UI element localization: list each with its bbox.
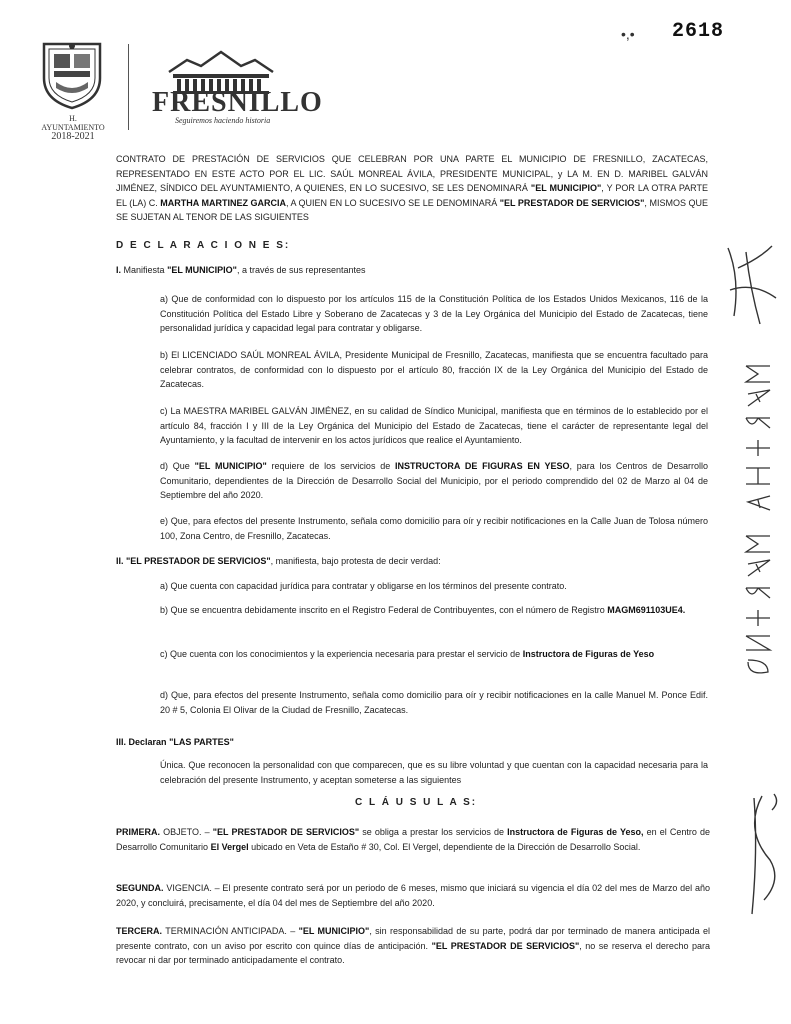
section-2-item-d: d) Que, para efectos del presente Instrumento, señala como domicilio para oír y recibir notificaciones en la calle Manuel M. Ponce Edif. 20 # 5, Colonia El Olivar de la Ciudad de Fresnillo, Zacatecas. — [160, 690, 708, 715]
clause-3-title: TERMINACIÓN ANTICIPADA. – — [165, 926, 296, 936]
section-1-item-e: e) Que, para efectos del presente Instrumento, señala como domicilio para oír y recibir notificaciones en la Calle Juan de Tolosa número 100, Zona Centro, de Fresnillo, Zacatecas. — [160, 516, 708, 541]
intro-mid: , Y POR LA OTRA PARTE EL (LA) C. — [116, 183, 708, 208]
section-3-body: Única. Que reconocen la personalidad con que comparecen, que es su libre voluntad y que cuentan con la capacidad necesaria para la celebración del presente Instrumento, y aceptan someterse a las siguientes — [160, 760, 708, 785]
section-1-item-d — [160, 459, 708, 503]
clause-1-end: ubicado en Veta de Estaño # 30, Col. El Vergel, dependiente de la Dirección de Desarrollo Social. — [251, 841, 641, 852]
section-2-item-a: a) Que cuenta con capacidad jurídica para contratar y obligarse en los términos del presente contrato. — [160, 581, 567, 591]
clause-3-end: , no se reserva el derecho para revocar ni dar por terminado anticipadamente el contrato. — [116, 940, 710, 965]
intro-term-municipio: "EL MUNICIPIO" — [530, 183, 602, 193]
clause-3-label: TERCERA. — [116, 926, 163, 936]
logo-name: FRESNILLO — [152, 87, 323, 118]
section-1-post: , a través de sus representantes — [236, 265, 366, 275]
clauses-heading: C L Á U S U L A S: — [355, 797, 478, 808]
municipal-seal-icon — [40, 38, 104, 110]
declarations-heading: D E C L A R A C I O N E S: — [116, 240, 291, 251]
clause-1-term: "EL PRESTADOR DE SERVICIOS" — [212, 827, 360, 837]
intro-text: CONTRATO DE PRESTACIÓN DE SERVICIOS QUE CELEBRAN POR UNA PARTE EL MUNICIPIO DE FRESNILLO, ZACATECAS, REPRESENTADO EN ESTE ACTO POR EL LIC. SAÚL MONREAL ÁVILA, PRESIDENTE MUNICIPAL, y LA M. EN D. MARIBEL GALVÁN JIMÉNEZ, SÍNDICO DEL AYUNTAMIENTO, A QUIENES, EN LO SUCESIVO, SE LES DENOMINARÁ — [116, 154, 708, 193]
item-c-service: Instructora de Figuras de Yeso — [522, 649, 655, 659]
section-1-title — [116, 265, 366, 275]
page-number: 2618 — [672, 20, 725, 43]
section-1-item-c: c) La MAESTRA MARIBEL GALVÁN JIMÉNEZ, en su calidad de Síndico Municipal, manifiesta que en términos de lo establecido por el artículo 84, fracción I y III de la Ley Orgánica del Municipio del Estado de Zacatecas, tiene el carácter de representante legal del Ayuntamiento, y la facultad de intervenir en los actos jurídicos que realice el Ayuntamiento. — [160, 406, 708, 445]
clause-2-body: El presente contrato será por un periodo de 6 meses, mismo que iniciará su vigencia el día 02 del mes de Marzo del año 2020, y concluirá, precisamente, el día 04 del mes de Septiembre del año 2020. — [116, 883, 710, 908]
section-1-item-a: a) Que de conformidad con lo dispuesto por los artículos 115 de la Constitución Política de los Estados Unidos Mexicanos, 116 de la Constitución Política del Estado Libre y Soberano de Zacatecas y 3 de la Ley Orgánica del Municipio del Estado de Zacatecas, tiene personalidad jurídica y capacidad legal para contratar y obligarse. — [160, 294, 708, 333]
section-2-title — [116, 556, 441, 566]
section-3-pre: Declaran — [128, 737, 167, 747]
ayuntamiento-label — [38, 114, 108, 141]
margin-signature-2-icon — [724, 790, 790, 920]
clause-1-place: El Vergel — [210, 841, 249, 852]
clause-1-service: Instructora de Figuras de Yeso, — [507, 827, 644, 837]
contract-intro — [116, 152, 708, 225]
clause-2-title: VIGENCIA. – — [166, 883, 220, 893]
margin-handwritten-name-icon — [738, 360, 778, 680]
item-d-mid: requiere de los servicios de — [271, 461, 391, 471]
clause-primera — [116, 825, 710, 854]
clause-1-mid: se obliga a prestar los servicios de — [362, 827, 505, 837]
intro-mid2: , A QUIEN EN LO SUCESIVO SE LE DENOMINARÁ — [285, 197, 498, 208]
section-1-num: I. — [116, 265, 122, 275]
clause-segunda — [116, 881, 710, 910]
item-c-pre: c) Que cuenta con los conocimientos y la experiencia necesaria para prestar el servicio de — [160, 649, 521, 659]
section-2-item-c — [160, 647, 708, 662]
clause-2-label: SEGUNDA. — [116, 883, 164, 893]
section-2-num: II. — [116, 556, 124, 566]
clause-3-mid: , sin responsabilidad de su parte, podrá dar por terminado de manera anticipada el presente contrato, con un aviso por escrito con quince días de anticipación. — [116, 926, 710, 951]
section-3-term: "LAS PARTES" — [169, 737, 234, 747]
intro-term-prestador: "EL PRESTADOR DE SERVICIOS" — [499, 197, 645, 208]
clause-1-title: OBJETO. – — [163, 827, 210, 837]
section-1-term: "EL MUNICIPIO" — [167, 265, 237, 275]
intro-provider-name: MARTHA MARTINEZ GARCIA — [160, 197, 286, 208]
section-3-title — [116, 737, 234, 747]
item-d-service: INSTRUCTORA DE FIGURAS EN YESO — [395, 461, 570, 471]
item-b-rfc: MAGM691103UE4. — [607, 605, 686, 615]
clause-1-label: PRIMERA. — [116, 827, 161, 837]
logo-tagline: Seguiremos haciendo historia — [175, 116, 271, 125]
item-d-pre: d) Que — [160, 461, 190, 471]
intro-end: , MISMOS QUE SE SUJETAN AL TENOR DE LAS SIGUIENTES — [116, 197, 708, 222]
margin-signature-icon — [720, 238, 780, 328]
item-d-term: "EL MUNICIPIO" — [194, 461, 267, 471]
clause-tercera — [116, 924, 710, 968]
section-2-item-b — [160, 603, 708, 618]
clause-3-term2: "EL PRESTADOR DE SERVICIOS" — [431, 940, 580, 951]
item-b-pre: b) Que se encuentra debidamente inscrito en el Registro Federal de Contribuyentes, con el número de Registro — [160, 605, 605, 615]
page-mark: •,• — [621, 26, 635, 42]
section-2-post: , manifiesta, bajo protesta de decir verdad: — [270, 556, 441, 566]
section-2-term: "EL PRESTADOR DE SERVICIOS" — [126, 556, 271, 566]
period-years: 2018-2021 — [51, 131, 95, 142]
clause-1-mid2: en el Centro de Desarrollo Comunitario — [116, 827, 710, 852]
clause-3-term: "EL MUNICIPIO" — [298, 926, 370, 936]
item-d-end: , para los Centros de Desarrollo Comunitario, dependientes de la Dirección de Desarrollo Social del Municipio, por el periodo comprendido del 02 de Marzo al 04 de Septiembre del año 2020. — [160, 461, 708, 500]
section-3-num: III. — [116, 737, 127, 747]
header-divider — [128, 44, 129, 130]
section-1-item-b: b) El LICENCIADO SAÚL MONREAL ÁVILA, Presidente Municipal de Fresnillo, Zacatecas, manifiesta que se encuentra facultado para celebrar contratos, de conformidad con lo dispuesto por el artículo 80, fracción IX de la Ley Orgánica del Municipio del Estado de Zacatecas. — [160, 350, 708, 389]
ayuntamiento-name: H. AYUNTAMIENTO — [41, 114, 105, 132]
section-1-pre: Manifiesta — [123, 265, 165, 275]
